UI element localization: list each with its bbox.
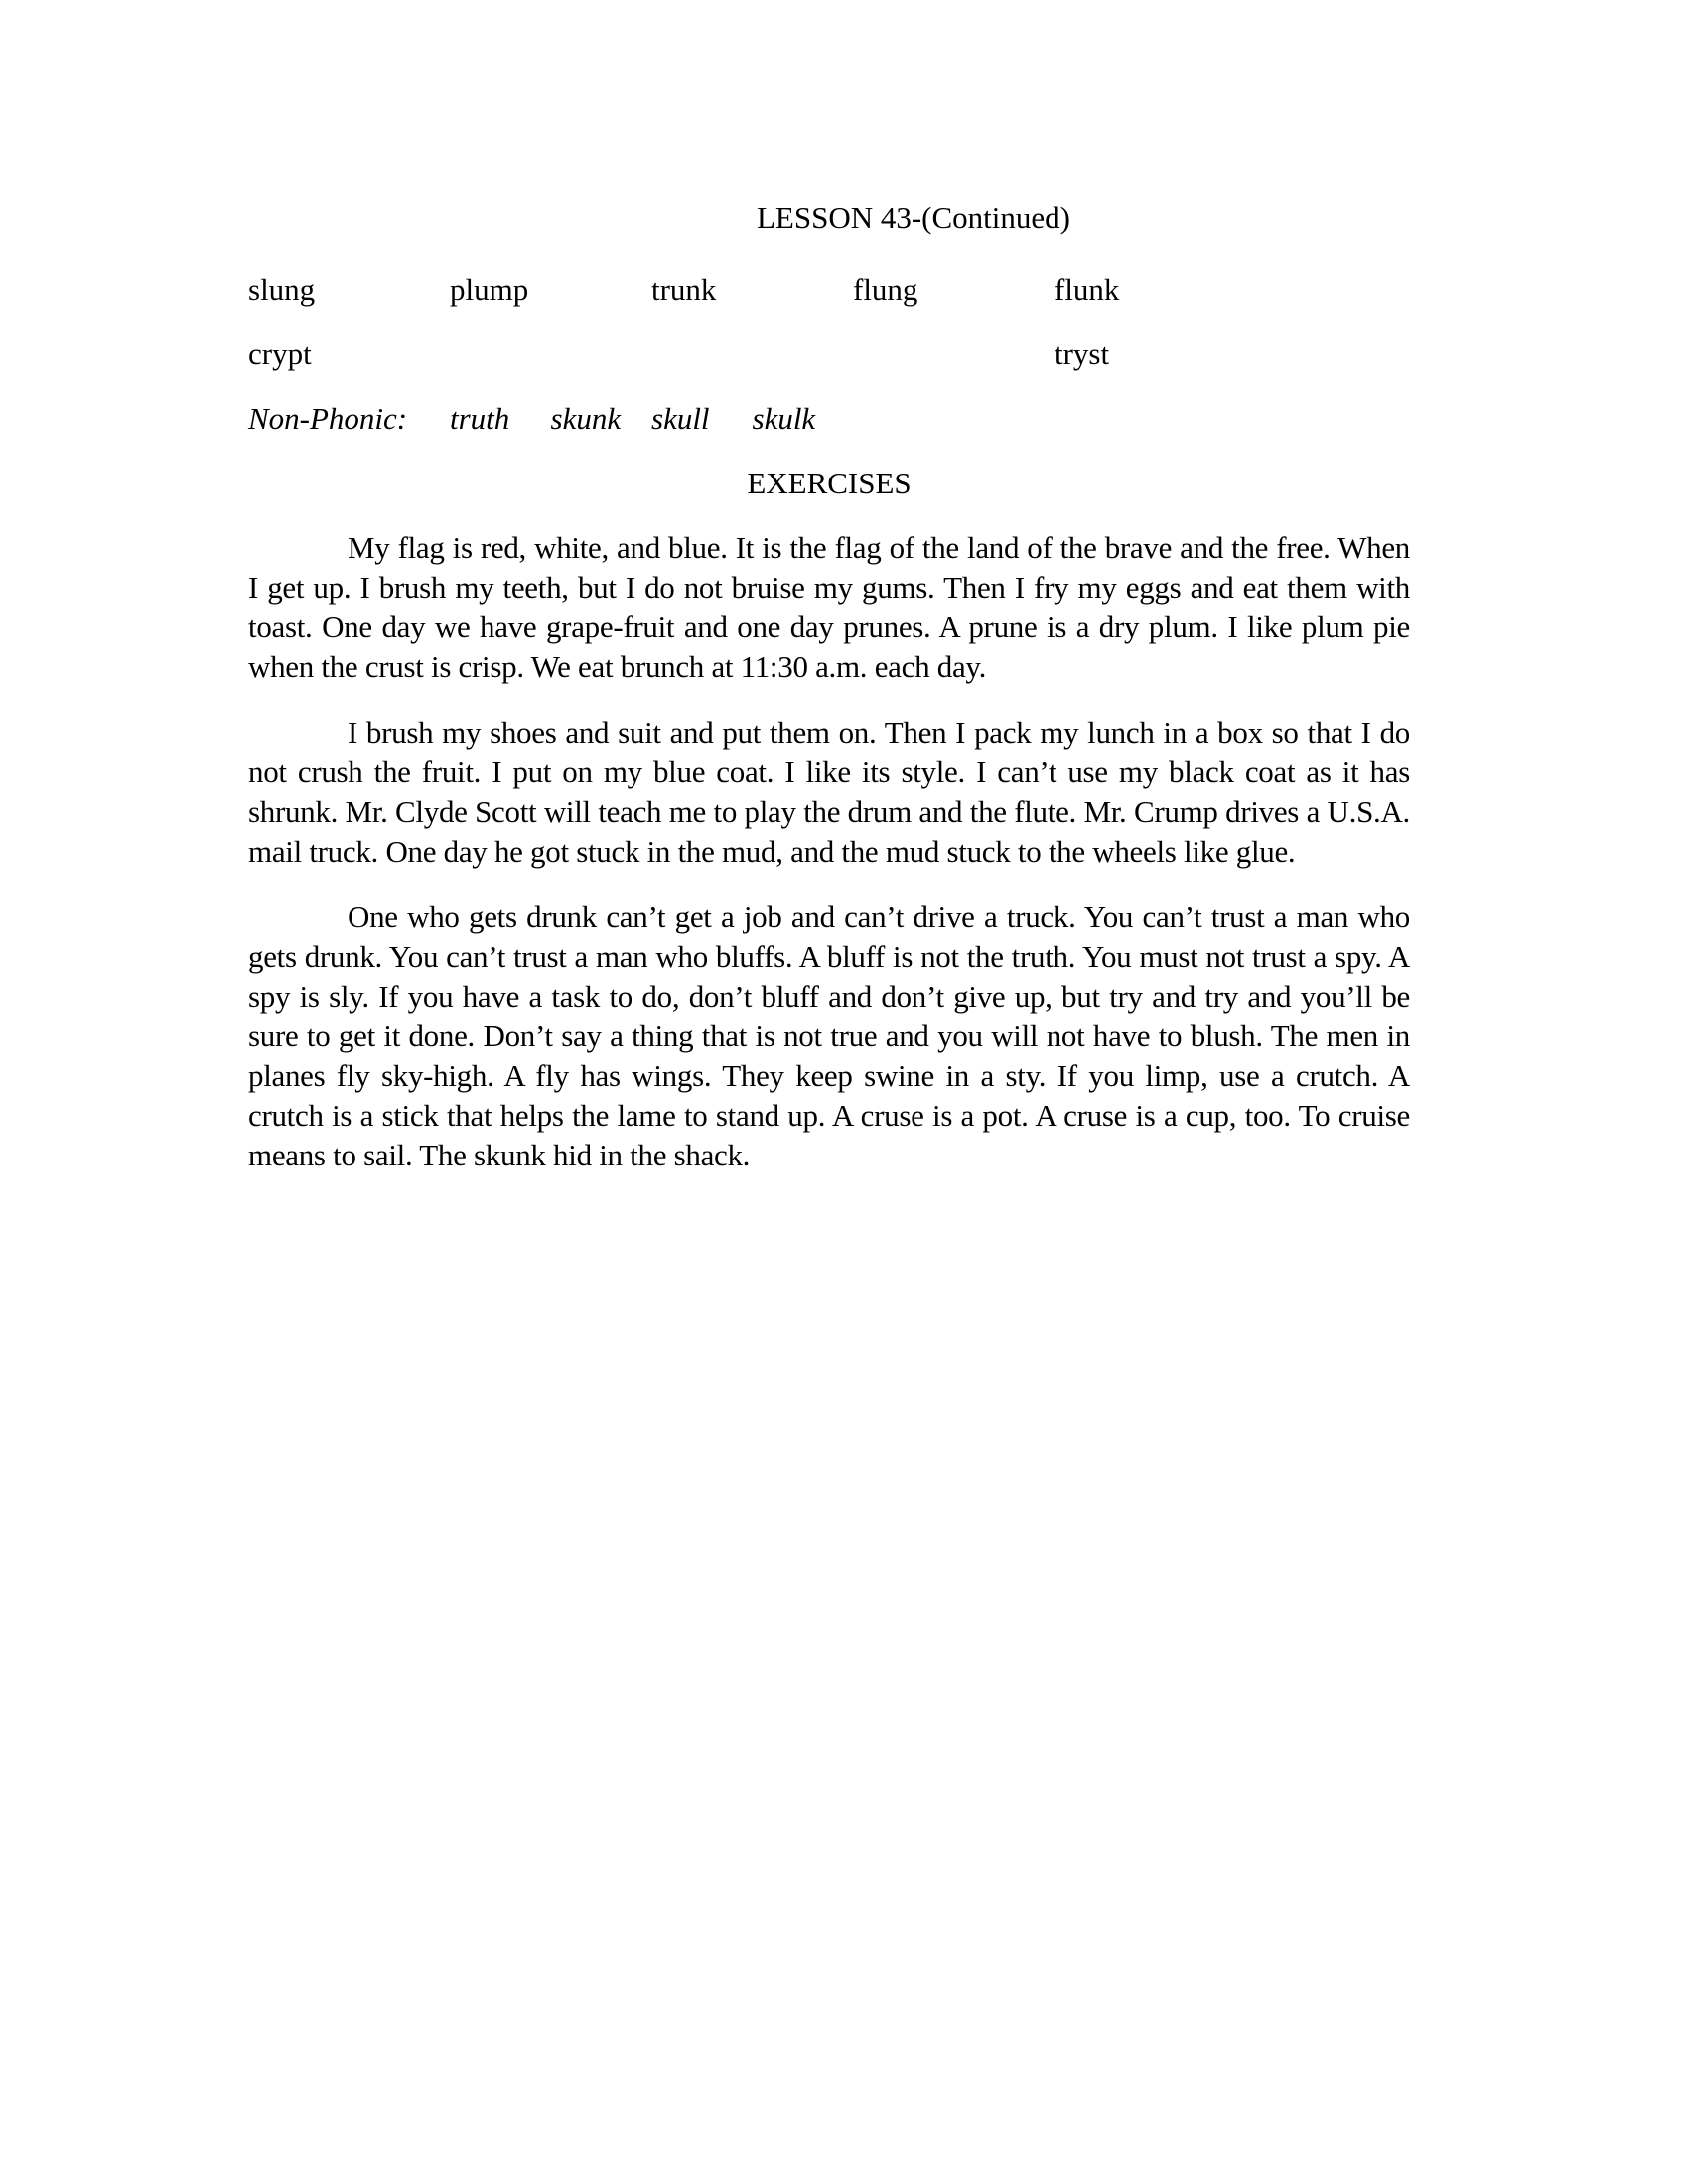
word-cell: flung xyxy=(853,272,918,307)
exercise-paragraph-2: I brush my shoes and suit and put them on. Then I pack my lunch in a box so that I do not crush the fruit. I put on my blue coat. I like its style. I can’t use my black coat as it has shrunk. Mr. Clyde Scott will teach me to play the drum and the flute. Mr. Crump drives a U.S.A. mail truck. One day he got stuck in the mud, and the mud stuck to the wheels like glue. xyxy=(248,715,1410,869)
non-phonic-word: skunk xyxy=(550,401,622,436)
exercise-paragraph-1: My flag is red, white, and blue. It is the flag of the land of the brave and the free. When I get up. I brush my teeth, but I do not bruise my gums. Then I fry my eggs and eat them with toast. One day we have grape-fruit and one day prunes. A prune is a dry plum. I like plum pie when the crust is crisp. We eat brunch at 11:30 a.m. each day. xyxy=(248,530,1410,684)
word-cell xyxy=(853,335,1055,374)
exercise-paragraph-3: One who gets drunk can’t get a job and can’t drive a truck. You can’t trust a man who gets drunk. You can’t trust a man who bluffs. A bluff is not the truth. You must not trust a spy. A spy is sly. If you have a task to do, don’t bluff and don’t give up, but try and try and you’ll be sure to get it done. Don’t say a thing that is not true and you will not have to blush. The men in planes fly sky-high. A fly has wings. They keep swine in a sty. If you limp, use a crutch. A crutch is a stick that helps the lame to stand up. A cruse is a pot. A cruse is a cup, too. To cruise means to sail. The skunk hid in the shack. xyxy=(248,899,1410,1172)
non-phonic-word: truth xyxy=(450,401,510,436)
word-cell xyxy=(450,335,651,374)
word-cell: plump xyxy=(450,272,529,307)
non-phonic-word: skull xyxy=(651,401,710,436)
exercises-heading: EXERCISES xyxy=(747,466,912,500)
lesson-title: LESSON 43-(Continued) xyxy=(756,201,1070,235)
word-cell xyxy=(651,335,853,374)
word-list-row-1 xyxy=(248,270,1410,310)
non-phonic-line xyxy=(248,399,1410,439)
word-list-row-2 xyxy=(248,335,1410,374)
word-cell: slung xyxy=(248,272,316,307)
non-phonic-label: Non-Phonic: xyxy=(248,401,408,436)
word-cell: trunk xyxy=(651,272,717,307)
word-cell: crypt xyxy=(248,337,312,371)
non-phonic-word: skulk xyxy=(752,401,816,436)
word-cell: flunk xyxy=(1055,272,1120,307)
word-cell: tryst xyxy=(1055,337,1110,371)
